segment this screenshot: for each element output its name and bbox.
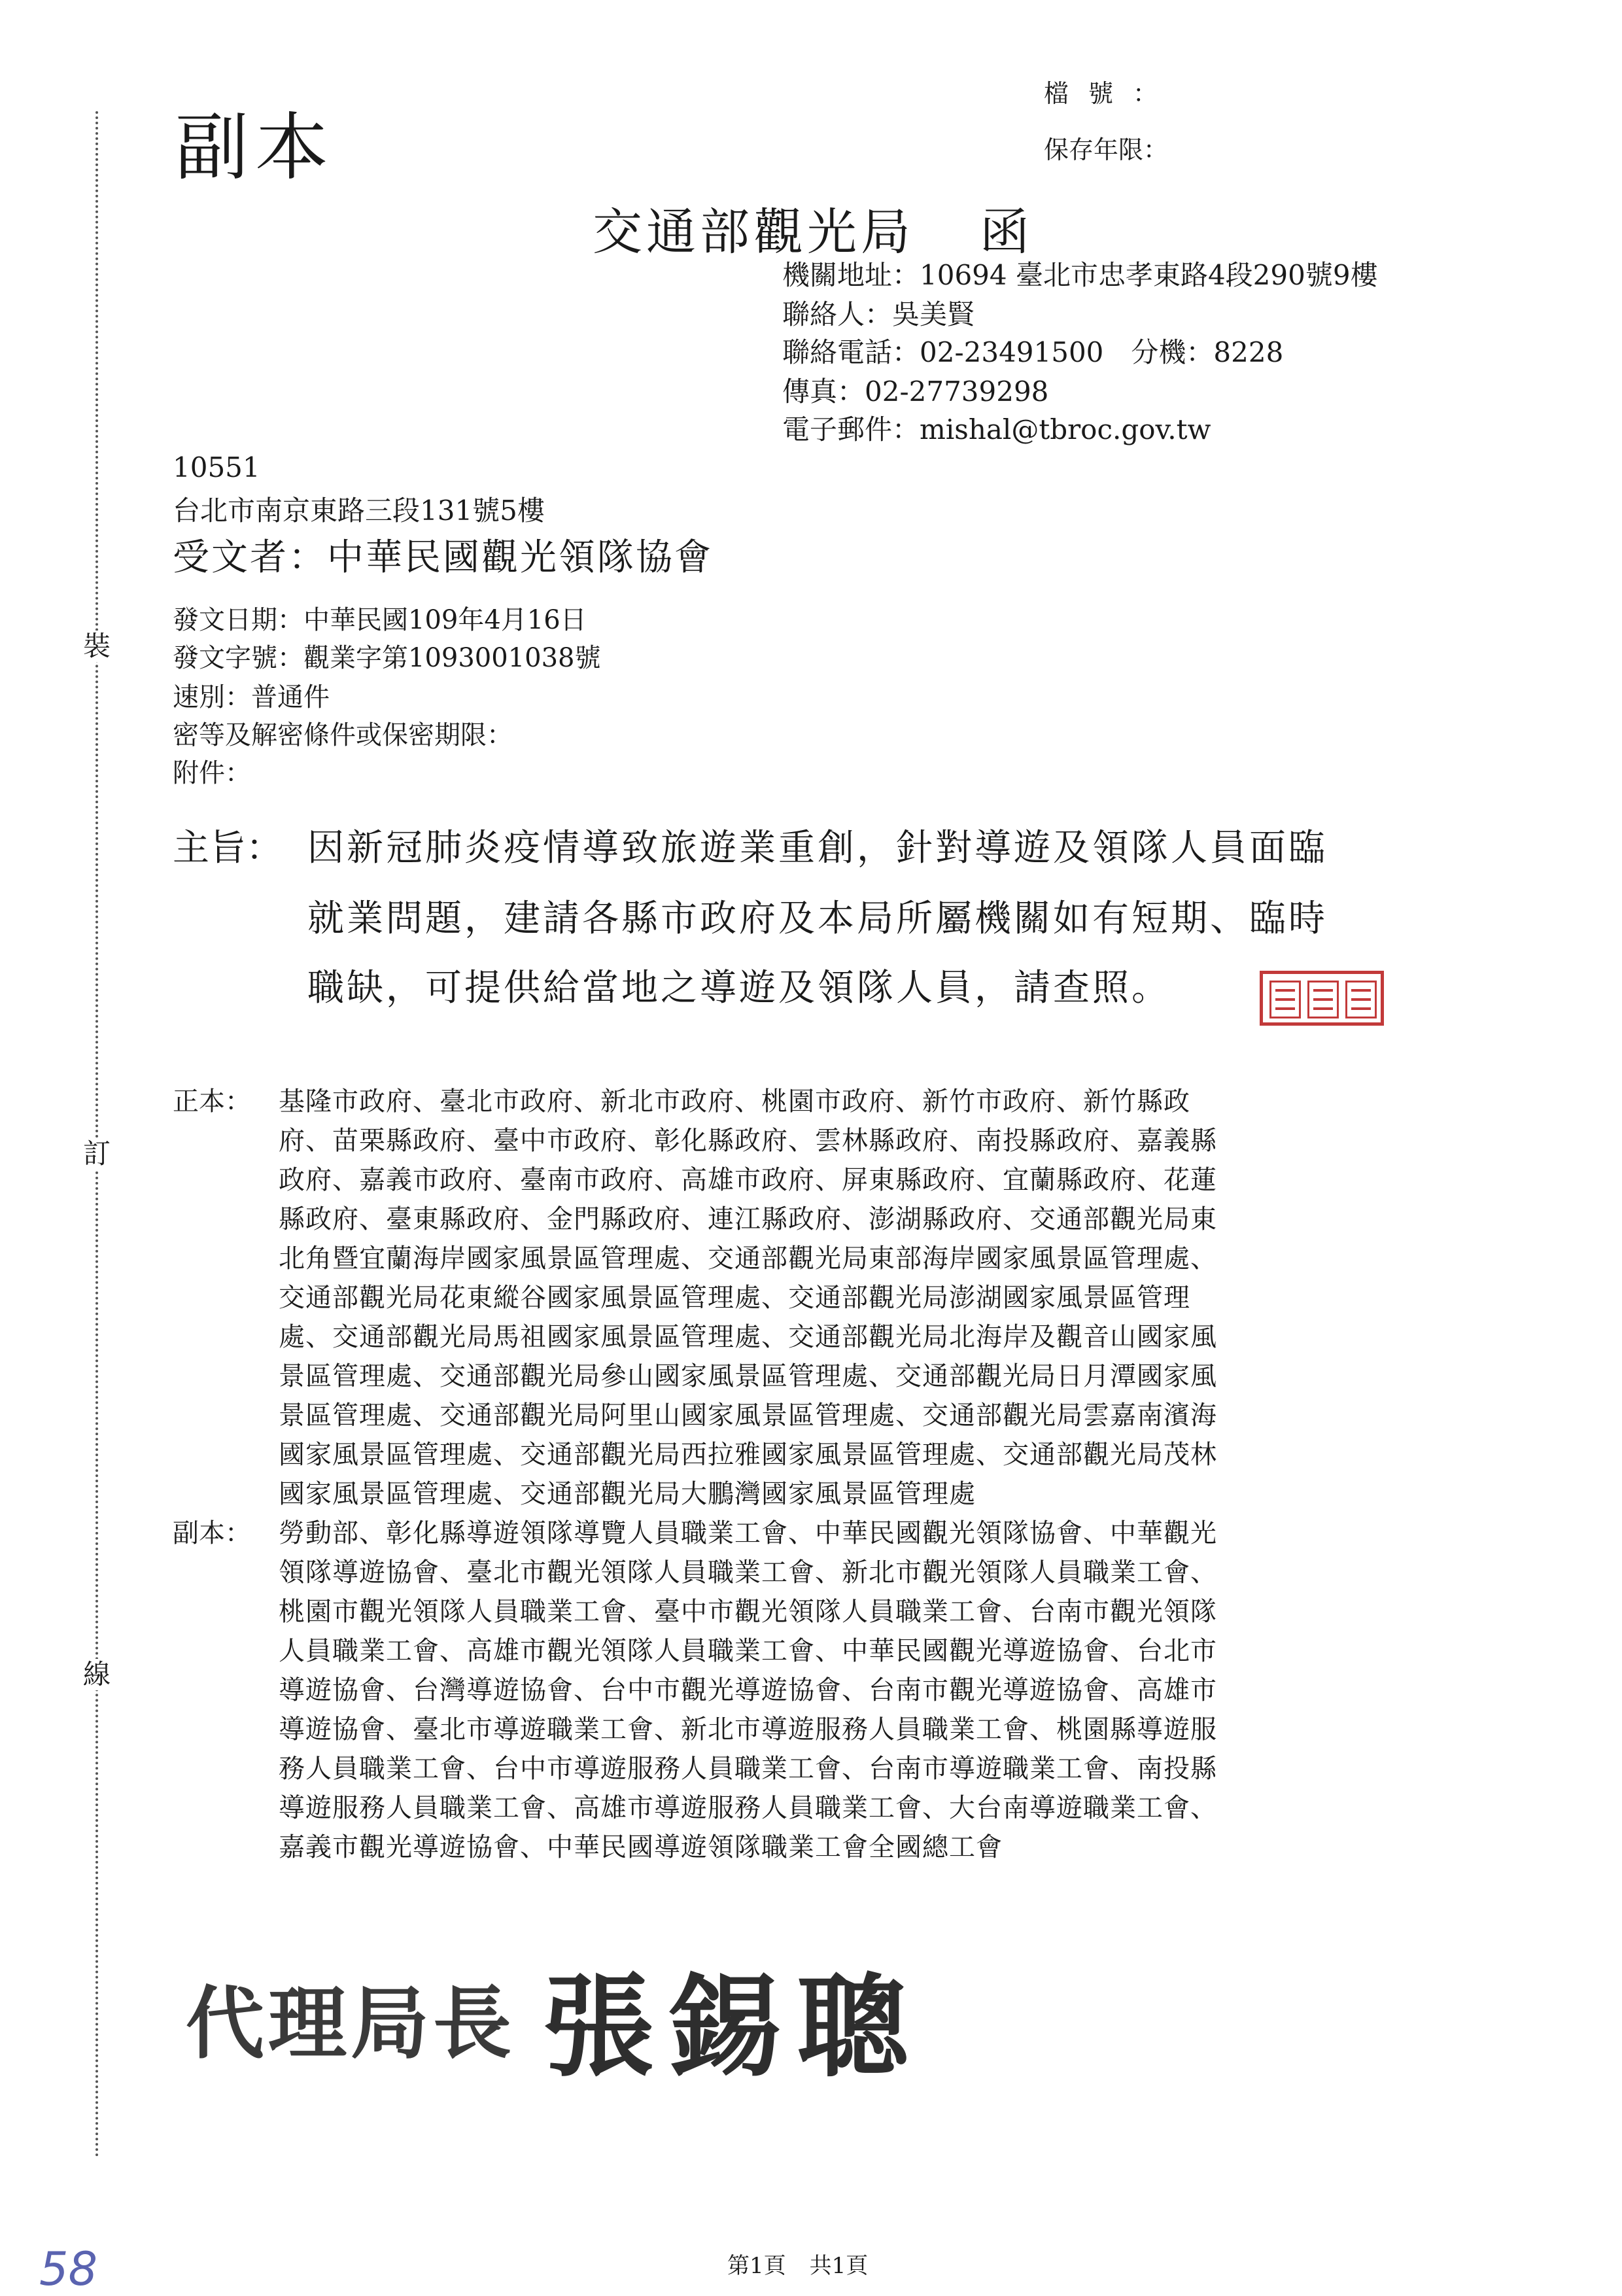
main-distribution-line: 處、交通部觀光局馬祖國家風景區管理處、交通部觀光局北海岸及觀音山國家風 — [279, 1322, 1217, 1352]
issue-date: 發文日期：中華民國109年4月16日 — [173, 605, 587, 635]
agency-address: 機關地址：10694 臺北市忠孝東路4段290號9樓 — [782, 259, 1378, 291]
seal-glyph — [1307, 981, 1339, 1018]
subject-line: 就業問題，建請各縣市政府及本局所屬機關如有短期、臨時 — [307, 897, 1328, 940]
attachments: 附件： — [173, 758, 251, 788]
page-current: 第1頁 — [727, 2253, 786, 2279]
subject-label: 主旨： — [173, 827, 283, 869]
retention-period-field: 保存年限： — [1044, 135, 1169, 164]
document-number: 發文字號：觀業字第1093001038號 — [173, 643, 601, 673]
copy-distribution-label: 副本： — [173, 1518, 251, 1548]
document-title — [593, 192, 1033, 264]
main-distribution-line: 北角暨宜蘭海岸國家風景區管理處、交通部觀光局東部海岸國家風景區管理處、 — [279, 1244, 1217, 1274]
secrecy-level: 密等及解密條件或保密期限： — [173, 720, 513, 750]
main-distribution-line: 國家風景區管理處、交通部觀光局大鵬灣國家風景區管理處 — [279, 1479, 976, 1509]
copy-distribution-line: 導遊協會、臺北市導遊職業工會、新北市導遊服務人員職業工會、桃園縣導遊服 — [279, 1714, 1217, 1745]
copy-distribution-line: 導遊協會、台灣導遊協會、台中市觀光導遊協會、台南市觀光導遊協會、高雄市 — [279, 1675, 1217, 1705]
copy-distribution-line: 勞動部、彰化縣導遊領隊導覽人員職業工會、中華民國觀光領隊協會、中華觀光 — [279, 1518, 1217, 1548]
subject-line: 因新冠肺炎疫情導致旅遊業重創，針對導遊及領隊人員面臨 — [307, 827, 1328, 869]
subject-line: 職缺，可提供給當地之導遊及領隊人員，請查照。 — [307, 967, 1171, 1009]
seal-glyph — [1345, 981, 1377, 1018]
red-seal — [1260, 971, 1384, 1026]
page-total: 共1頁 — [809, 2253, 869, 2279]
copy-distribution-line: 導遊服務人員職業工會、高雄市導遊服務人員職業工會、大台南導遊職業工會、 — [279, 1793, 1217, 1823]
main-distribution-line: 縣政府、臺東縣政府、金門縣政府、連江縣政府、澎湖縣政府、交通部觀光局東 — [279, 1204, 1217, 1234]
recipient-postcode: 10551 — [173, 451, 260, 483]
binding-mark-ding: 訂 — [81, 1138, 112, 1170]
agency-fax: 傳真：02-27739298 — [782, 375, 1049, 408]
main-distribution-line: 政府、嘉義市政府、臺南市政府、高雄市政府、屏東縣政府、宜蘭縣政府、花蓮 — [279, 1165, 1217, 1195]
handwritten-mark: 58 — [39, 2242, 98, 2296]
main-distribution-line: 景區管理處、交通部觀光局參山國家風景區管理處、交通部觀光局日月潭國家風 — [279, 1361, 1217, 1391]
main-distribution-label: 正本： — [173, 1087, 251, 1117]
main-distribution-line: 交通部觀光局花東縱谷國家風景區管理處、交通部觀光局澎湖國家風景區管理 — [279, 1283, 1190, 1313]
binding-dotted-line — [95, 111, 98, 2159]
title-agency: 交通部觀光局 — [593, 203, 914, 261]
recipient-name: 受文者：中華民國觀光領隊協會 — [173, 536, 713, 579]
title-kind: 函 — [980, 203, 1033, 261]
main-distribution-line: 景區管理處、交通部觀光局阿里山國家風景區管理處、交通部觀光局雲嘉南濱海 — [279, 1400, 1217, 1431]
seal-glyph — [1269, 981, 1301, 1018]
agency-contact: 聯絡人：吳美賢 — [782, 298, 975, 330]
main-distribution-line: 府、苗栗縣政府、臺中市政府、彰化縣政府、雲林縣政府、南投縣政府、嘉義縣 — [279, 1126, 1217, 1156]
main-distribution-line: 基隆市政府、臺北市政府、新北市政府、桃園市政府、新竹市政府、新竹縣政 — [279, 1087, 1190, 1117]
recipient-address: 台北市南京東路三段131號5樓 — [173, 495, 545, 527]
copy-distribution-line: 嘉義市觀光導遊協會、中華民國導遊領隊職業工會全國總工會 — [279, 1832, 1003, 1862]
signature-title: 代理局長 — [186, 1979, 515, 2070]
agency-email: 電子郵件：mishal@tbroc.gov.tw — [782, 413, 1211, 445]
binding-mark-xian: 線 — [81, 1659, 112, 1690]
copy-distribution-line: 桃園市觀光領隊人員職業工會、臺中市觀光領隊人員職業工會、台南市觀光領隊 — [279, 1597, 1217, 1627]
copy-distribution-line: 領隊導遊協會、臺北市觀光領隊人員職業工會、新北市觀光領隊人員職業工會、 — [279, 1557, 1217, 1588]
main-distribution-line: 國家風景區管理處、交通部觀光局西拉雅國家風景區管理處、交通部觀光局茂林 — [279, 1440, 1217, 1470]
binding-mark-zhuang: 裝 — [81, 631, 112, 662]
page-number — [727, 2248, 868, 2280]
copy-stamp: 副本 — [175, 105, 335, 190]
signature-name: 張錫聰 — [543, 1962, 924, 2093]
file-number-field: 檔號： — [1044, 79, 1178, 108]
agency-phone: 聯絡電話：02-23491500 分機：8228 — [782, 336, 1284, 368]
delivery-speed: 速別：普通件 — [173, 682, 330, 712]
copy-distribution-line: 人員職業工會、高雄市觀光領隊人員職業工會、中華民國觀光導遊協會、台北市 — [279, 1636, 1217, 1666]
copy-distribution-line: 務人員職業工會、台中市導遊服務人員職業工會、台南市導遊職業工會、南投縣 — [279, 1754, 1217, 1784]
